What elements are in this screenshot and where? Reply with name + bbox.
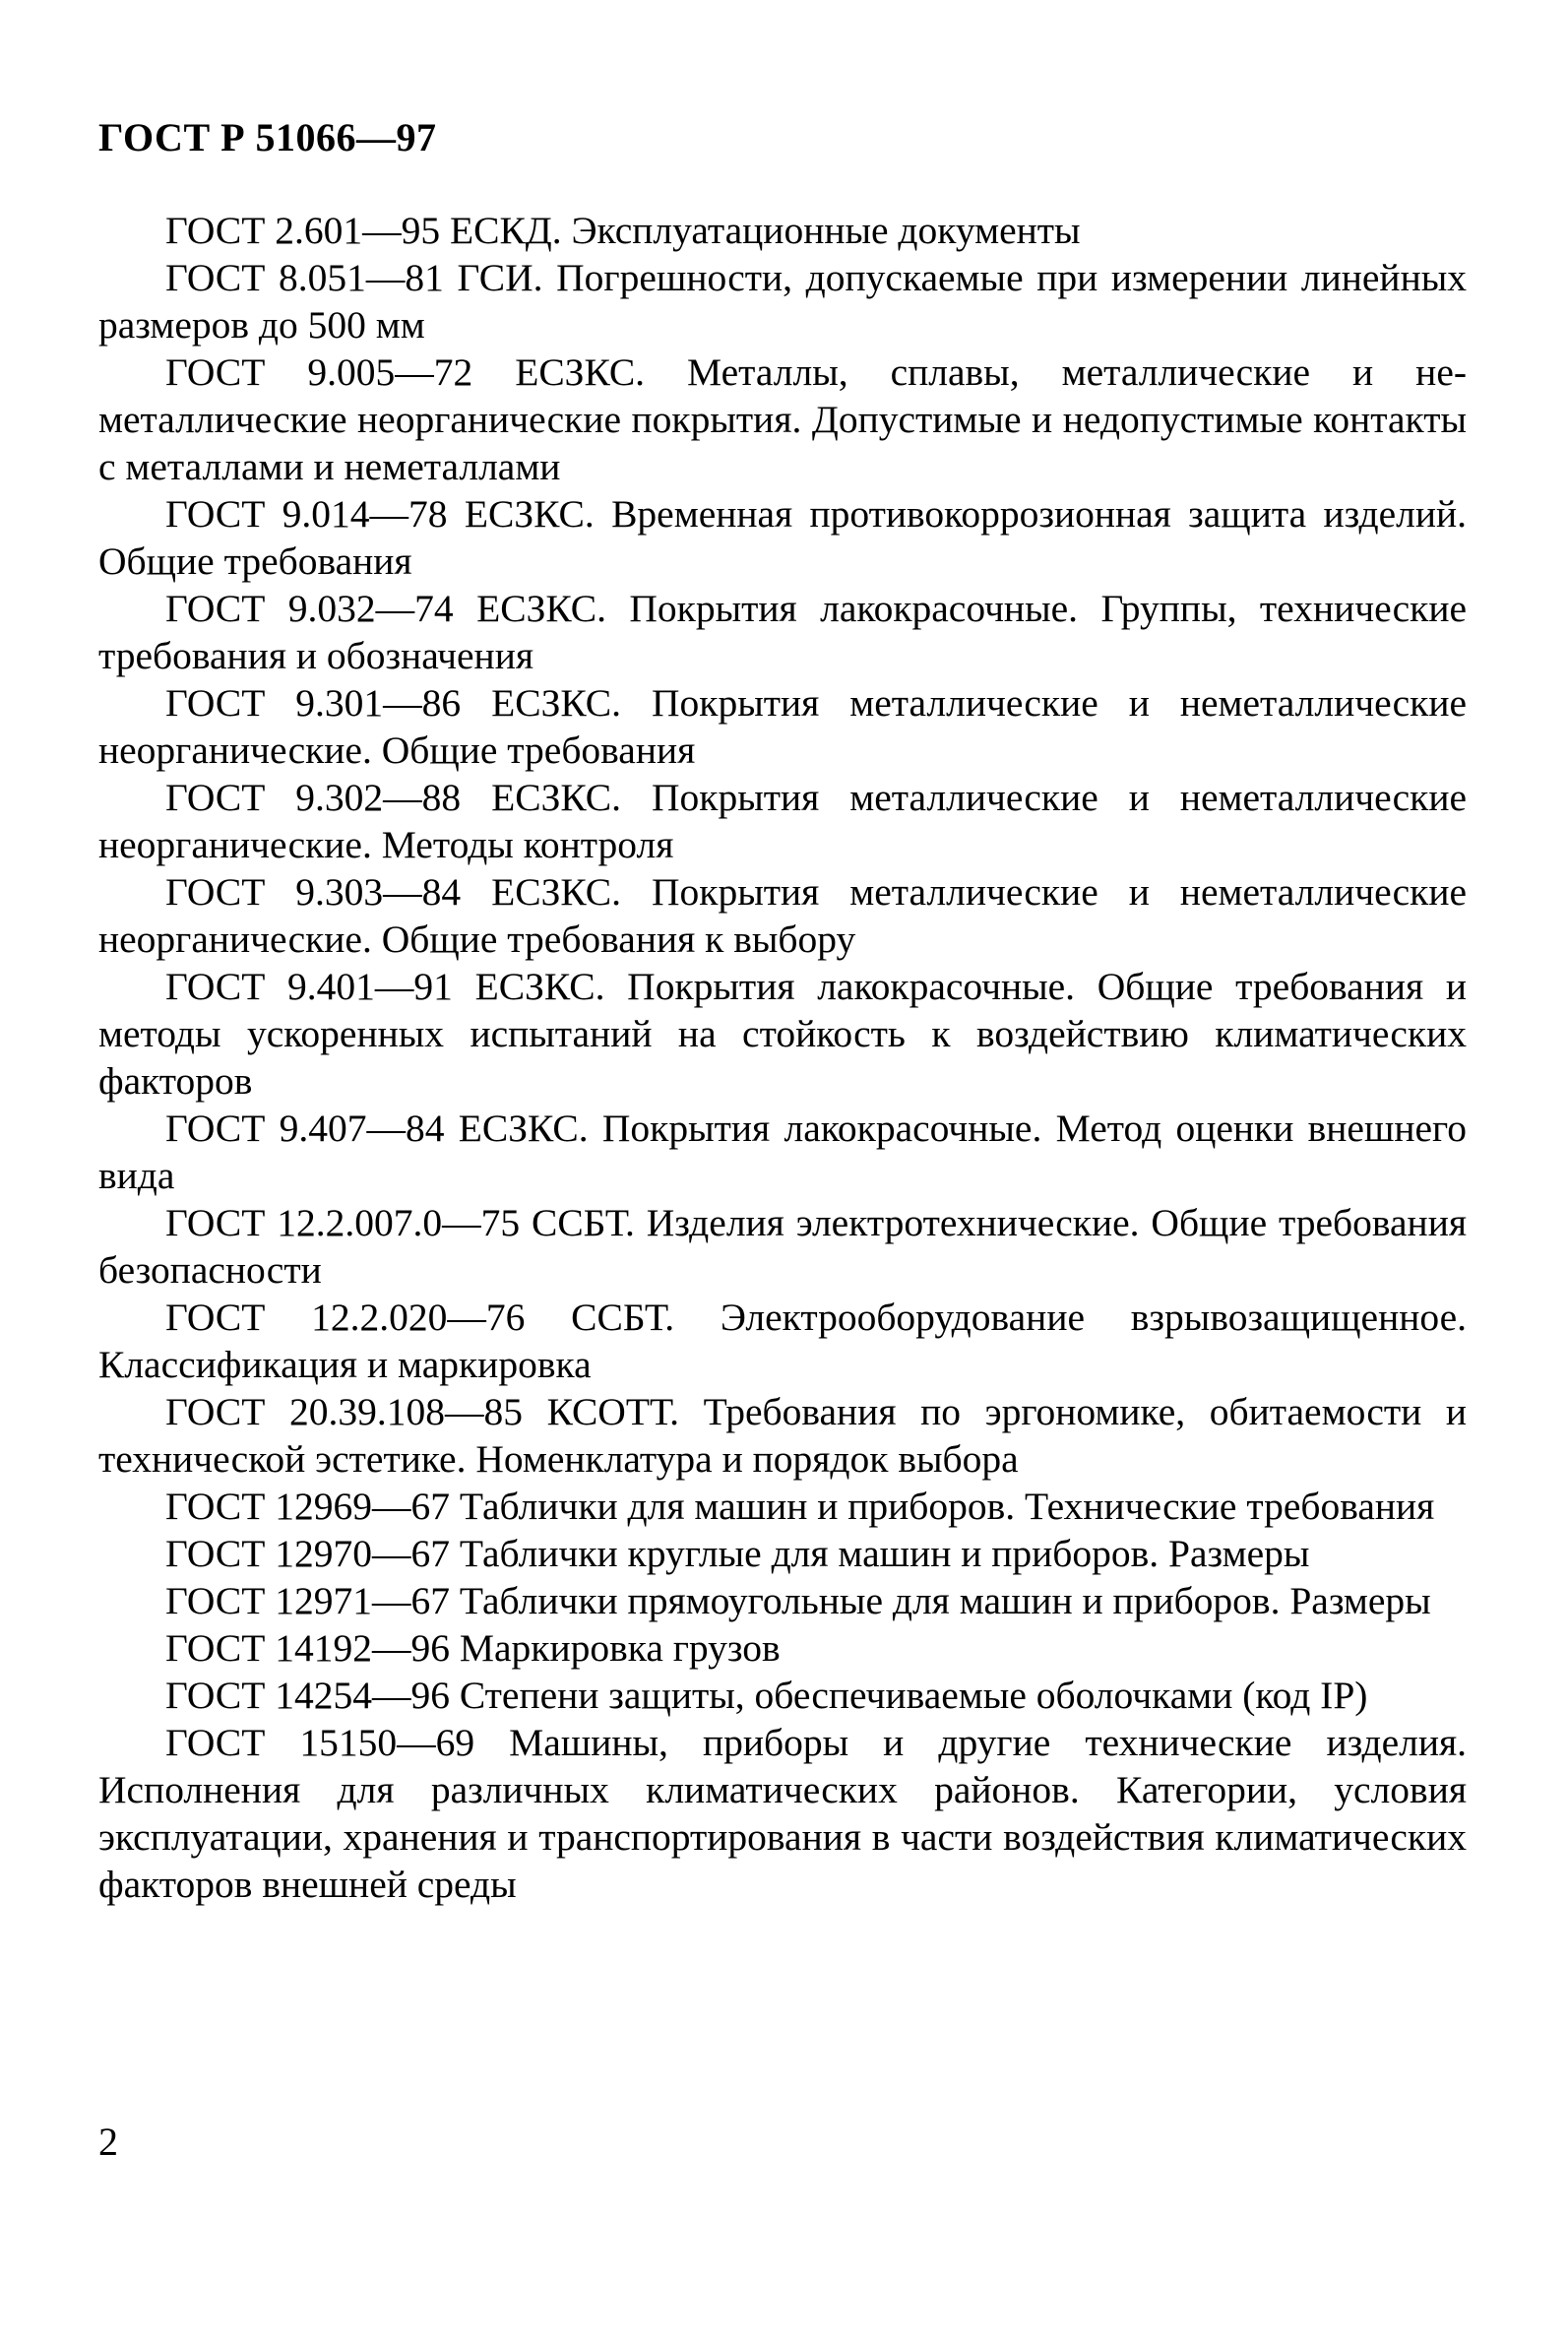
- reference-title: ЕСЗКС. Временная противокоррозионная защита изделий. Общие требования: [98, 492, 1467, 583]
- reference-item: [98, 490, 1467, 585]
- reference-title: ЕСЗКС. Покрытия лакокрасочные. Метод оценки внешнего вида: [98, 1107, 1467, 1197]
- reference-item: [98, 679, 1467, 774]
- reference-title: ССБТ. Электрооборудование взрывозащищенное. Классификация и маркировка: [98, 1296, 1467, 1386]
- reference-title: ЕСЗКС. Покрытия металлические и неметаллические неорганические. Методы контроля: [98, 776, 1467, 866]
- reference-code: ГОСТ 9.407—84: [165, 1107, 445, 1150]
- reference-code: ГОСТ 14254—96: [165, 1674, 450, 1717]
- reference-code: ГОСТ 9.301—86: [165, 681, 462, 725]
- reference-title: Таблички для машин и приборов. Технические требования: [459, 1485, 1435, 1528]
- reference-code: ГОСТ 14192—96: [165, 1626, 450, 1670]
- reference-item: [98, 1483, 1467, 1530]
- reference-title: Таблички прямоугольные для машин и приборов. Размеры: [459, 1579, 1431, 1622]
- reference-item: [98, 1672, 1467, 1719]
- reference-code: ГОСТ 9.032—74: [165, 587, 454, 630]
- reference-item: [98, 254, 1467, 348]
- reference-code: ГОСТ 9.401—91: [165, 965, 453, 1008]
- reference-code: ГОСТ 9.302—88: [165, 776, 462, 819]
- reference-title: ССБТ. Изделия электротехнические. Общие требования безопасности: [98, 1201, 1467, 1292]
- reference-item: [98, 963, 1467, 1105]
- reference-code: ГОСТ 12969—67: [165, 1485, 450, 1528]
- reference-title: ЕСЗКС. Покрытия металлические и неметаллические неорганические. Общие требования: [98, 681, 1467, 772]
- references-list: [98, 207, 1467, 1908]
- reference-item: [98, 348, 1467, 490]
- reference-code: ГОСТ 12970—67: [165, 1532, 450, 1575]
- reference-code: ГОСТ 9.014—78: [165, 492, 448, 536]
- reference-item: [98, 585, 1467, 679]
- reference-item: [98, 1199, 1467, 1294]
- reference-item: [98, 207, 1467, 254]
- reference-title: ЕСЗКС. Металлы, сплавы, металлические и неметаллические неорганические покрытия. Допустимые и недопустимые контакты с металлами и неметаллами: [98, 350, 1468, 488]
- reference-code: ГОСТ 8.051—81: [165, 256, 444, 299]
- page-header: ГОСТ Р 51066—97: [98, 115, 437, 159]
- reference-title: ЕСКД. Эксплуатационные документы: [449, 209, 1081, 252]
- reference-item: [98, 1294, 1467, 1388]
- reference-item: [98, 1530, 1467, 1577]
- reference-code: ГОСТ 9.303—84: [165, 870, 462, 914]
- reference-title: Степени защиты, обеспечиваемые оболочками (код IP): [459, 1674, 1368, 1717]
- reference-code: ГОСТ 12.2.020—76: [165, 1296, 526, 1339]
- reference-code: ГОСТ 12.2.007.0—75: [165, 1201, 521, 1244]
- page-number: 2: [98, 2120, 118, 2164]
- reference-item: [98, 1624, 1467, 1672]
- reference-title: Машины, приборы и другие технические изделия. Исполнения для различных климатических районов. Категории, условия эксплуатации, хранения и транспортирования в части воздействия климатических факторов внешней среды: [98, 1721, 1467, 1906]
- reference-item: [98, 1719, 1467, 1908]
- reference-title: ЕСЗКС. Покрытия металлические и неметаллические неорганические. Общие требования к выбору: [98, 870, 1467, 961]
- reference-title: Маркировка грузов: [459, 1626, 781, 1670]
- reference-title: ЕСЗКС. Покрытия лакокрасочные. Общие требования и методы ускоренных испытаний на стойкость к воздействию климатических факторов: [98, 965, 1467, 1103]
- reference-item: [98, 1577, 1467, 1624]
- reference-code: ГОСТ 20.39.108—85: [165, 1390, 523, 1433]
- reference-item: [98, 1105, 1467, 1199]
- reference-title: Таблички круглые для машин и приборов. Размеры: [459, 1532, 1310, 1575]
- reference-code: ГОСТ 9.005—72: [165, 350, 473, 394]
- reference-title: ГСИ. Погрешности, допускаемые при измерении линейных размеров до 500 мм: [98, 256, 1468, 347]
- reference-code: ГОСТ 15150—69: [165, 1721, 475, 1764]
- reference-title: ЕСЗКС. Покрытия лакокрасочные. Группы, технические требования и обозначения: [98, 587, 1467, 677]
- reference-title: КСОТТ. Требования по эргономике, обитаемости и технической эстетике. Номенклатура и порядок выбора: [98, 1390, 1468, 1481]
- reference-code: ГОСТ 12971—67: [165, 1579, 450, 1622]
- reference-code: ГОСТ 2.601—95: [165, 209, 441, 252]
- reference-item: [98, 774, 1467, 868]
- reference-item: [98, 868, 1467, 963]
- reference-item: [98, 1388, 1467, 1483]
